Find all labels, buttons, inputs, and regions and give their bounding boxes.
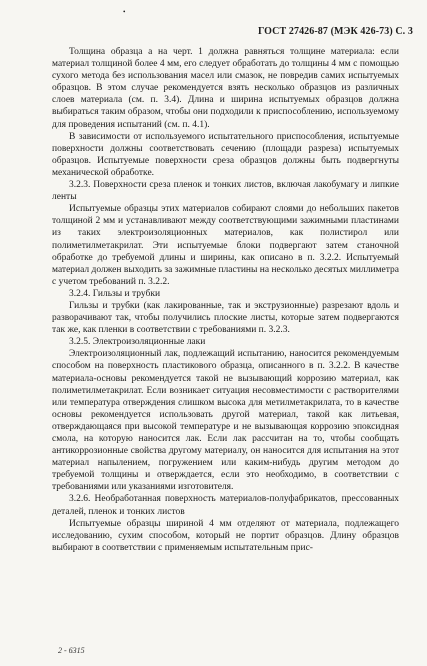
header-mark: • xyxy=(123,8,126,16)
paragraph-varnish: Электроизоляционный лак, подлежащий испытанию, наносится рекомендуемым способом на поверхность пластикового образца, описанного в п. 3.2.2. В качестве материала-основы рекомендуется такой не вызывающий коррозию материал, как полиметилметакрилат. Если возникает ситуация несовместимости с растворителями или температура отверждения слишком высока для метилметакрилата, то в качестве основы рекомендуется использовать другой материал, такой как литьевая, отверждающаяся при высокой температуре и не вызывающая коррозию эпоксидная смола, на которую наносится лак. Если лак рассчитан на то, чтобы сообщать антикоррозионные свойства другому материалу, он наносится для испытания на этот материал напылением, погружением или каким-нибудь другим методом до требуемой толщины и отверждается, если это необходимо, в соответствии с требованиями или указаниями изготовителя. xyxy=(52,349,399,493)
section-heading-3-2-5: 3.2.5. Электроизоляционные лаки xyxy=(69,337,206,348)
paragraph-raw-surface: Испытуемые образцы шириной 4 мм отделяют от материала, подлежащего исследованию, сухим способом, который не портит образцов. Длину образцов выбирают в соответствии с применяемым испытательным прис- xyxy=(52,518,399,553)
paragraph-sleeves: Гильзы и трубки (как лакированные, так и экструзионные) разрезают вдоль и разворачивают так, чтобы получились плоские листы, которые затем подвергаются так же, как пленки в соответствии с требованиями п. 3.2.3. xyxy=(52,300,399,336)
section-heading-3-2-4: 3.2.4. Гильзы и трубки xyxy=(69,288,161,299)
document-body xyxy=(52,46,399,554)
section-heading-3-2-3: 3.2.3. Поверхности среза пленок и тонких листов, включая лакобумагу и липкие ленты xyxy=(52,180,399,203)
section-heading-3-2-6: 3.2.6. Необработанная поверхность материалов-полуфабрикатов, прессованных деталей, пленок и тонких листов xyxy=(52,494,399,517)
print-signature-mark: 2 - 6315 xyxy=(58,646,85,655)
paragraph-surfaces: В зависимости от используемого испытательного приспособления, испытуемые поверхности должны соответствовать сечению (площади разреза) испытуемых образцов. Испытуемые поверхности среза образцов должны быть подвергнуты механической обработке. xyxy=(52,131,399,178)
page-header: ГОСТ 27426-87 (МЭК 426-73) С. 3 xyxy=(257,26,413,37)
paragraph-films: Испытуемые образцы этих материалов собирают слоями до небольших пакетов толщиной 2 мм и устанавливают между соответствующими зажимными пластинами из таких электроизоляционных материалов, как полистирол или полиметилметакрилат. Эти испытуемые блоки подвергают затем станочной обработке до требуемой длины и ширины, как описано в п. 3.2.2. Испытуемый материал должен выходить за зажимные пластины на несколько десятых миллиметра с учетом требований п. 3.2.2. xyxy=(52,204,399,287)
paragraph-thickness: Толщина образца a на черт. 1 должна равняться толщине материала: если материал толщиной более 4 мм, его следует обработать до толщины 4 мм с помощью сухого метода без использования масел или смазок, не повредив самих испытуемых образцов. В этом случае рекомендуется взять несколько образцов из различных слоев материала (см. п. 3.4). Длина и ширина испытуемых образцов должна выбираться таким образом, чтобы они подходили к приспособлению, используемому для проведения испытаний (см. п. 4.1). xyxy=(52,47,399,130)
